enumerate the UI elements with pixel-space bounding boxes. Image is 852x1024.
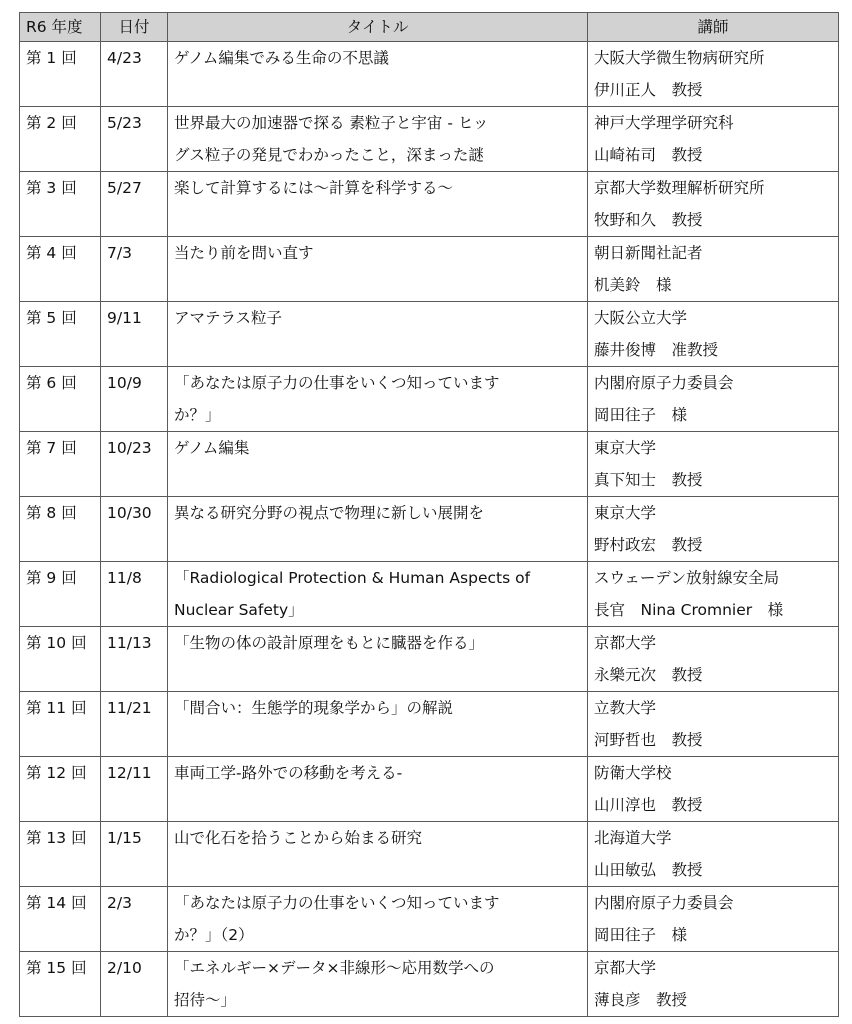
lecturer-name: 河野哲也 教授 bbox=[594, 731, 703, 749]
session-title-line: 当たり前を問い直す bbox=[174, 244, 314, 262]
schedule-body bbox=[20, 42, 839, 1017]
lecturer-name: 岡田往子 様 bbox=[594, 406, 688, 424]
lecturer-name: 岡田往子 様 bbox=[594, 926, 688, 944]
session-date: 10/30 bbox=[101, 497, 168, 562]
session-title-line: アマテラス粒子 bbox=[174, 309, 283, 327]
lecturer-name: 長官 Nina Cromnier 様 bbox=[594, 601, 784, 619]
session-title-line: Nuclear Safety」 bbox=[174, 601, 304, 619]
lecturer-cell bbox=[588, 952, 839, 1017]
lecturer-cell bbox=[588, 627, 839, 692]
session-number: 第 9 回 bbox=[20, 562, 101, 627]
header-date: 日付 bbox=[101, 13, 168, 42]
session-date: 9/11 bbox=[101, 302, 168, 367]
session-title-line: ゲノム編集 bbox=[174, 439, 250, 457]
lecturer-name: 薄良彦 教授 bbox=[594, 991, 688, 1009]
lecturer-name: 永樂元次 教授 bbox=[594, 666, 703, 684]
session-title bbox=[168, 172, 588, 237]
header-year: R6 年度 bbox=[20, 13, 101, 42]
table-row bbox=[20, 497, 839, 562]
table-row bbox=[20, 952, 839, 1017]
session-title-line: 世界最大の加速器で探る 素粒子と宇宙 - ヒッ bbox=[174, 114, 489, 132]
lecturer-affiliation: 北海道大学 bbox=[594, 829, 672, 847]
session-number: 第 5 回 bbox=[20, 302, 101, 367]
session-date: 10/23 bbox=[101, 432, 168, 497]
session-number: 第 1 回 bbox=[20, 42, 101, 107]
session-date: 11/13 bbox=[101, 627, 168, 692]
session-title-line: 「エネルギー×データ×非線形～応用数学への bbox=[174, 959, 495, 977]
session-title bbox=[168, 887, 588, 952]
session-number: 第 8 回 bbox=[20, 497, 101, 562]
table-row bbox=[20, 822, 839, 887]
lecturer-affiliation: スウェーデン放射線安全局 bbox=[594, 569, 780, 587]
table-header-row bbox=[20, 13, 839, 42]
lecturer-affiliation: 立教大学 bbox=[594, 699, 657, 717]
session-title-line: 招待～」 bbox=[174, 991, 237, 1009]
lecturer-cell bbox=[588, 367, 839, 432]
session-date: 11/21 bbox=[101, 692, 168, 757]
session-date: 1/15 bbox=[101, 822, 168, 887]
lecturer-cell bbox=[588, 562, 839, 627]
session-number: 第 12 回 bbox=[20, 757, 101, 822]
table-row bbox=[20, 627, 839, 692]
session-title-line: 「生物の体の設計原理をもとに臓器を作る」 bbox=[174, 634, 485, 652]
lecturer-cell bbox=[588, 432, 839, 497]
header-lecturer: 講師 bbox=[588, 13, 839, 42]
session-title bbox=[168, 562, 588, 627]
lecturer-affiliation: 大阪大学微生物病研究所 bbox=[594, 49, 765, 67]
table-row bbox=[20, 887, 839, 952]
lecturer-name: 机美鈴 様 bbox=[594, 276, 672, 294]
lecturer-cell bbox=[588, 757, 839, 822]
session-title-line: ゲノム編集でみる生命の不思議 bbox=[174, 49, 389, 67]
table-row bbox=[20, 432, 839, 497]
table-row bbox=[20, 42, 839, 107]
session-number: 第 15 回 bbox=[20, 952, 101, 1017]
session-date: 11/8 bbox=[101, 562, 168, 627]
lecturer-affiliation: 朝日新聞社記者 bbox=[594, 244, 703, 262]
session-title-line: 楽して計算するには～計算を科学する～ bbox=[174, 179, 454, 197]
session-title-line: 「Radiological Protection & Human Aspects of bbox=[174, 569, 531, 587]
session-title bbox=[168, 42, 588, 107]
session-title-line: 「間合い：生態学的現象学から」の解説 bbox=[174, 699, 454, 717]
session-date: 5/23 bbox=[101, 107, 168, 172]
header-title: タイトル bbox=[168, 13, 588, 42]
lecturer-affiliation: 京都大学 bbox=[594, 959, 657, 977]
session-date: 12/11 bbox=[101, 757, 168, 822]
session-title-line: 「あなたは原子力の仕事をいくつ知っています bbox=[174, 894, 500, 912]
session-title bbox=[168, 627, 588, 692]
session-title-line: か？」 bbox=[174, 406, 221, 424]
session-title bbox=[168, 432, 588, 497]
session-date: 7/3 bbox=[101, 237, 168, 302]
table-row bbox=[20, 562, 839, 627]
table-row bbox=[20, 692, 839, 757]
session-title bbox=[168, 237, 588, 302]
session-date: 2/3 bbox=[101, 887, 168, 952]
session-title bbox=[168, 302, 588, 367]
lecturer-cell bbox=[588, 887, 839, 952]
session-title-line: 「あなたは原子力の仕事をいくつ知っています bbox=[174, 374, 500, 392]
lecturer-affiliation: 内閣府原子力委員会 bbox=[594, 894, 734, 912]
session-number: 第 10 回 bbox=[20, 627, 101, 692]
session-number: 第 4 回 bbox=[20, 237, 101, 302]
lecturer-affiliation: 京都大学 bbox=[594, 634, 657, 652]
lecturer-affiliation: 東京大学 bbox=[594, 504, 657, 522]
session-number: 第 7 回 bbox=[20, 432, 101, 497]
lecturer-name: 山田敏弘 教授 bbox=[594, 861, 703, 879]
session-title bbox=[168, 107, 588, 172]
table-row bbox=[20, 172, 839, 237]
session-title bbox=[168, 822, 588, 887]
session-number: 第 2 回 bbox=[20, 107, 101, 172]
lecturer-cell bbox=[588, 692, 839, 757]
lecturer-cell bbox=[588, 107, 839, 172]
lecturer-affiliation: 内閣府原子力委員会 bbox=[594, 374, 734, 392]
lecture-schedule-table bbox=[19, 12, 839, 1017]
session-date: 2/10 bbox=[101, 952, 168, 1017]
lecturer-cell bbox=[588, 822, 839, 887]
table-row bbox=[20, 757, 839, 822]
lecturer-name: 山川淳也 教授 bbox=[594, 796, 703, 814]
lecturer-affiliation: 大阪公立大学 bbox=[594, 309, 688, 327]
lecturer-name: 藤井俊博 准教授 bbox=[594, 341, 719, 359]
table-row bbox=[20, 237, 839, 302]
lecturer-affiliation: 京都大学数理解析研究所 bbox=[594, 179, 765, 197]
session-date: 4/23 bbox=[101, 42, 168, 107]
session-number: 第 14 回 bbox=[20, 887, 101, 952]
session-title bbox=[168, 952, 588, 1017]
lecturer-cell bbox=[588, 302, 839, 367]
session-number: 第 13 回 bbox=[20, 822, 101, 887]
session-title bbox=[168, 367, 588, 432]
table-row bbox=[20, 367, 839, 432]
session-title-line: グス粒子の発見でわかったこと，深まった謎 bbox=[174, 146, 484, 164]
lecturer-name: 野村政宏 教授 bbox=[594, 536, 703, 554]
session-title bbox=[168, 692, 588, 757]
session-number: 第 3 回 bbox=[20, 172, 101, 237]
table-row bbox=[20, 302, 839, 367]
session-title-line: か？」（2） bbox=[174, 926, 254, 944]
lecturer-cell bbox=[588, 172, 839, 237]
lecturer-name: 真下知士 教授 bbox=[594, 471, 703, 489]
session-title-line: 山で化石を拾うことから始まる研究 bbox=[174, 829, 423, 847]
session-date: 10/9 bbox=[101, 367, 168, 432]
lecturer-cell bbox=[588, 237, 839, 302]
session-title-line: 異なる研究分野の視点で物理に新しい展開を bbox=[174, 504, 485, 522]
session-title-line: 車両工学-路外での移動を考える- bbox=[174, 764, 403, 782]
lecturer-affiliation: 東京大学 bbox=[594, 439, 657, 457]
lecturer-name: 山崎祐司 教授 bbox=[594, 146, 703, 164]
table-row bbox=[20, 107, 839, 172]
session-date: 5/27 bbox=[101, 172, 168, 237]
session-number: 第 6 回 bbox=[20, 367, 101, 432]
session-number: 第 11 回 bbox=[20, 692, 101, 757]
session-title bbox=[168, 497, 588, 562]
session-title bbox=[168, 757, 588, 822]
lecturer-cell bbox=[588, 42, 839, 107]
lecturer-affiliation: 神戸大学理学研究科 bbox=[594, 114, 734, 132]
lecturer-name: 伊川正人 教授 bbox=[594, 81, 703, 99]
lecturer-name: 牧野和久 教授 bbox=[594, 211, 703, 229]
lecturer-affiliation: 防衛大学校 bbox=[594, 764, 672, 782]
lecturer-cell bbox=[588, 497, 839, 562]
